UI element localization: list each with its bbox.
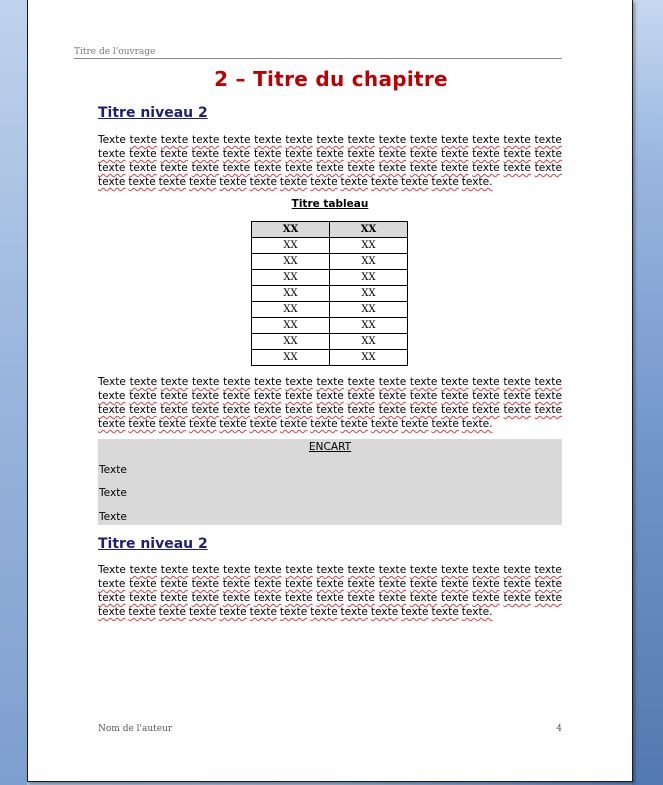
table-cell[interactable]: XX xyxy=(330,270,408,286)
table-cell[interactable]: XX xyxy=(330,286,408,302)
table-cell[interactable]: XX xyxy=(330,318,408,334)
paragraph-2[interactable]: Texte texte texte texte texte texte texte texte texte texte texte texte texte texte texte texte texte texte texte texte texte texte texte texte texte texte texte texte texte texte texte texte texte texte texte texte texte texte texte texte texte texte texte texte texte texte texte texte texte texte texte texte texte texte texte texte texte texte. xyxy=(98,376,563,430)
encart-line[interactable]: Texte xyxy=(99,464,127,476)
table-row xyxy=(252,238,408,254)
section-2-title[interactable]: Titre niveau 2 xyxy=(98,536,208,552)
table-header-row xyxy=(252,222,408,238)
window-background-right xyxy=(632,0,663,785)
encart-line[interactable]: Texte xyxy=(99,511,127,523)
table-cell[interactable]: XX xyxy=(252,350,330,366)
table-cell[interactable]: XX xyxy=(252,318,330,334)
page-header[interactable]: Titre de l'ouvrage xyxy=(74,46,562,59)
encart-box[interactable] xyxy=(98,439,562,525)
table-row xyxy=(252,334,408,350)
section-1-title[interactable]: Titre niveau 2 xyxy=(98,105,208,121)
table-header-cell[interactable]: XX xyxy=(252,222,330,238)
encart-line[interactable]: Texte xyxy=(99,487,127,499)
table-row xyxy=(252,318,408,334)
footer-page-number[interactable]: 4 xyxy=(556,724,562,734)
table-cell[interactable]: XX xyxy=(330,302,408,318)
table-header-cell[interactable]: XX xyxy=(330,222,408,238)
paragraph-1[interactable]: Texte texte texte texte texte texte texte texte texte texte texte texte texte texte texte texte texte texte texte texte texte texte texte texte texte texte texte texte texte texte texte texte texte texte texte texte texte texte texte texte texte texte texte texte texte texte texte texte texte texte texte texte texte texte texte texte texte texte. xyxy=(98,134,563,188)
table-cell[interactable]: XX xyxy=(252,334,330,350)
table-cell[interactable]: XX xyxy=(252,254,330,270)
table-title[interactable]: Titre tableau xyxy=(291,198,369,210)
data-table[interactable] xyxy=(251,221,408,366)
encart-title[interactable]: ENCART xyxy=(308,441,352,453)
paragraph-3[interactable]: Texte texte texte texte texte texte texte texte texte texte texte texte texte texte texte texte texte texte texte texte texte texte texte texte texte texte texte texte texte texte texte texte texte texte texte texte texte texte texte texte texte texte texte texte texte texte texte texte texte texte texte texte texte texte texte texte texte texte. xyxy=(98,564,563,618)
table-row xyxy=(252,286,408,302)
document-page[interactable] xyxy=(27,0,633,782)
table-row xyxy=(252,270,408,286)
table-cell[interactable]: XX xyxy=(330,334,408,350)
chapter-title[interactable]: 2 – Titre du chapitre xyxy=(214,67,448,91)
table-cell[interactable]: XX xyxy=(330,238,408,254)
table-cell[interactable]: XX xyxy=(252,302,330,318)
table-row xyxy=(252,350,408,366)
table-row xyxy=(252,254,408,270)
table-cell[interactable]: XX xyxy=(252,238,330,254)
table-cell[interactable]: XX xyxy=(252,270,330,286)
table-cell[interactable]: XX xyxy=(330,254,408,270)
table-row xyxy=(252,302,408,318)
window-background-left xyxy=(0,0,27,785)
footer-author[interactable]: Nom de l'auteur xyxy=(98,724,173,734)
table-cell[interactable]: XX xyxy=(330,350,408,366)
table-cell[interactable]: XX xyxy=(252,286,330,302)
